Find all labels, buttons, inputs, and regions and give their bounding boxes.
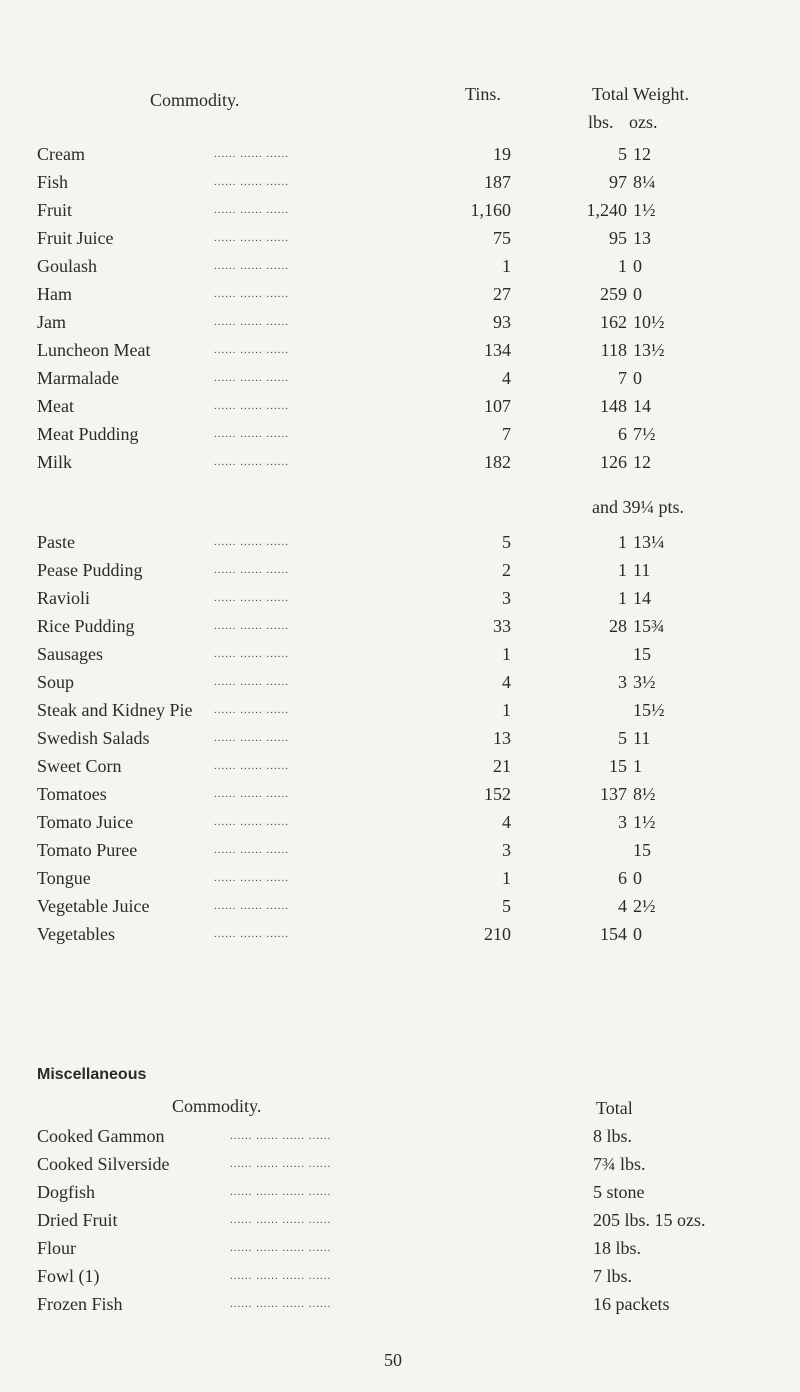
tins-value: 1,160 [470,200,511,220]
lbs-value: 162 [600,312,627,332]
commodity-name: Ravioli [37,588,90,608]
ozs-value: 0 [633,368,642,388]
lbs-value: 1 [618,256,627,276]
ozs-value: 0 [633,868,642,888]
lbs-value: 5 [618,144,627,164]
leader-dots: ...... ...... ...... [214,620,289,632]
commodity-name: Sweet Corn [37,756,122,776]
ozs-value: 2½ [633,896,656,916]
ozs-value: 15¾ [633,616,665,636]
commodity-name: Sausages [37,644,103,664]
table-row [0,424,800,454]
commodity-name: Pease Pudding [37,560,143,580]
commodity-name: Fruit [37,200,73,220]
commodity-name: Fruit Juice [37,228,114,248]
leader-dots: ...... ...... ...... ...... [230,1214,332,1226]
leader-dots: ...... ...... ...... [214,788,289,800]
misc-header-commodity: Commodity. [172,1096,262,1116]
lbs-value: 3 [618,672,627,692]
tins-value: 33 [493,616,511,636]
lbs-value: 95 [609,228,627,248]
misc-row [0,1294,800,1324]
lbs-value: 118 [600,340,627,360]
tins-value: 13 [493,728,511,748]
commodity-name: Tomato Juice [37,812,134,832]
leader-dots: ...... ...... ...... [214,676,289,688]
lbs-value: 5 [618,728,627,748]
ozs-value: 15½ [633,700,665,720]
tins-value: 3 [502,840,511,860]
lbs-value: 1 [618,532,627,552]
commodity-name: Milk [37,452,73,472]
leader-dots: ...... ...... ...... [214,648,289,660]
tins-value: 4 [502,812,511,832]
lbs-value: 1 [618,560,627,580]
ozs-value: 10½ [633,312,665,332]
leader-dots: ...... ...... ...... ...... [230,1130,332,1142]
tins-value: 107 [484,396,511,416]
tins-value: 1 [502,700,511,720]
misc-total-value: 7¾ lbs. [593,1154,646,1174]
misc-total-value: 7 lbs. [593,1266,633,1286]
commodity-name: Vegetable Juice [37,896,150,916]
leader-dots: ...... ...... ...... ...... [230,1298,332,1310]
misc-total-value: 205 lbs. 15 ozs. [593,1210,706,1230]
tins-value: 4 [502,368,511,388]
ozs-value: 1½ [633,812,656,832]
ozs-value: 1 [633,756,642,776]
tins-value: 75 [493,228,511,248]
table-row [0,616,800,646]
tins-value: 5 [502,896,511,916]
commodity-name: Ham [37,284,72,304]
commodity-name: Swedish Salads [37,728,150,748]
leader-dots: ...... ...... ...... [214,316,289,328]
ozs-value: 13 [633,228,651,248]
commodity-name: Jam [37,312,66,332]
ozs-value: 8½ [633,784,656,804]
commodity-name: Goulash [37,256,97,276]
commodity-name: Cream [37,144,85,164]
tins-value: 7 [502,424,511,444]
tins-value: 1 [502,868,511,888]
tins-value: 4 [502,672,511,692]
lbs-value: 28 [609,616,627,636]
ozs-value: 13½ [633,340,665,360]
leader-dots: ...... ...... ...... [214,428,289,440]
misc-commodity-name: Frozen Fish [37,1294,123,1314]
lbs-value: 126 [600,452,627,472]
ozs-value: 0 [633,284,642,304]
commodity-name: Soup [37,672,75,692]
leader-dots: ...... ...... ...... [214,760,289,772]
ozs-value: 11 [633,560,651,580]
misc-title: Miscellaneous [37,1066,147,1083]
leader-dots: ...... ...... ...... [214,536,289,548]
ozs-value: 8¼ [633,172,656,192]
commodity-name: Tongue [37,868,91,888]
table-row [0,840,800,870]
table-row [0,560,800,590]
lbs-value: 154 [600,924,627,944]
header-lbs: lbs. [588,112,614,132]
table-row [0,868,800,898]
page-number: 50 [384,1350,402,1370]
table-row [0,396,800,426]
tins-value: 19 [493,144,511,164]
misc-commodity-name: Fowl (1) [37,1266,100,1286]
table-row [0,896,800,926]
misc-total-value: 16 packets [593,1294,670,1314]
header-ozs: ozs. [629,112,658,132]
tins-value: 21 [493,756,511,776]
tins-value: 5 [502,532,511,552]
ozs-value: 14 [633,396,651,416]
leader-dots: ...... ...... ...... [214,872,289,884]
tins-value: 182 [484,452,511,472]
milk-note: and 39¼ pts. [592,497,684,517]
table-row [0,644,800,674]
table-row [0,812,800,842]
table-row [0,284,800,314]
table-row [0,144,800,174]
tins-value: 93 [493,312,511,332]
leader-dots: ...... ...... ...... ...... [230,1242,332,1254]
ozs-value: 12 [633,144,651,164]
table-row [0,728,800,758]
commodity-name: Meat Pudding [37,424,139,444]
table-row [0,312,800,342]
lbs-value: 1 [618,588,627,608]
leader-dots: ...... ...... ...... [214,592,289,604]
lbs-value: 6 [618,868,627,888]
lbs-value: 7 [618,368,627,388]
leader-dots: ...... ...... ...... [214,816,289,828]
leader-dots: ...... ...... ...... ...... [230,1270,332,1282]
ozs-value: 0 [633,256,642,276]
table-row [0,756,800,786]
misc-commodity-name: Cooked Silverside [37,1154,170,1174]
tins-value: 1 [502,256,511,276]
leader-dots: ...... ...... ...... [214,232,289,244]
header-tins: Tins. [465,84,501,104]
misc-commodity-name: Cooked Gammon [37,1126,165,1146]
misc-row [0,1182,800,1212]
lbs-value: 4 [618,896,627,916]
commodity-name: Vegetables [37,924,115,944]
lbs-value: 259 [600,284,627,304]
tins-value: 2 [502,560,511,580]
misc-total-value: 5 stone [593,1182,645,1202]
tins-value: 210 [484,924,511,944]
lbs-value: 6 [618,424,627,444]
leader-dots: ...... ...... ...... [214,176,289,188]
misc-row [0,1238,800,1268]
commodity-name: Tomatoes [37,784,107,804]
commodity-name: Luncheon Meat [37,340,151,360]
table-row [0,672,800,702]
leader-dots: ...... ...... ...... [214,704,289,716]
misc-total-value: 8 lbs. [593,1126,633,1146]
tins-value: 27 [493,284,511,304]
tins-value: 3 [502,588,511,608]
header-commodity: Commodity. [150,90,240,110]
leader-dots: ...... ...... ...... [214,732,289,744]
ozs-value: 0 [633,924,642,944]
table-row [0,700,800,730]
ozs-value: 12 [633,452,651,472]
misc-commodity-name: Dried Fruit [37,1210,118,1230]
misc-row [0,1266,800,1296]
ozs-value: 7½ [633,424,656,444]
leader-dots: ...... ...... ...... [214,288,289,300]
commodity-name: Steak and Kidney Pie [37,700,193,720]
table-row [0,256,800,286]
ozs-value: 11 [633,728,651,748]
leader-dots: ...... ...... ...... [214,928,289,940]
misc-total-value: 18 lbs. [593,1238,642,1258]
commodity-name: Marmalade [37,368,119,388]
misc-row [0,1126,800,1156]
table-row [0,532,800,562]
misc-row [0,1154,800,1184]
lbs-value: 15 [609,756,627,776]
table-row [0,924,800,954]
leader-dots: ...... ...... ...... ...... [230,1158,332,1170]
misc-header-total: Total [596,1098,633,1118]
misc-commodity-name: Dogfish [37,1182,95,1202]
table-row [0,452,800,482]
table-row [0,200,800,230]
lbs-value: 3 [618,812,627,832]
ozs-value: 1½ [633,200,656,220]
table-row [0,784,800,814]
table-row [0,172,800,202]
commodity-name: Paste [37,532,75,552]
lbs-value: 1,240 [586,200,627,220]
table-row [0,228,800,258]
tins-value: 152 [484,784,511,804]
leader-dots: ...... ...... ...... [214,260,289,272]
table-row [0,588,800,618]
leader-dots: ...... ...... ...... [214,148,289,160]
misc-commodity-name: Flour [37,1238,77,1258]
ozs-value: 14 [633,588,651,608]
ozs-value: 15 [633,840,651,860]
header-total-weight: Total Weight. [592,84,689,104]
leader-dots: ...... ...... ...... [214,344,289,356]
leader-dots: ...... ...... ...... [214,456,289,468]
tins-value: 187 [484,172,511,192]
tins-value: 1 [502,644,511,664]
tins-value: 134 [484,340,511,360]
commodity-name: Meat [37,396,74,416]
leader-dots: ...... ...... ...... [214,372,289,384]
lbs-value: 148 [600,396,627,416]
ozs-value: 13¼ [633,532,665,552]
commodity-name: Tomato Puree [37,840,138,860]
lbs-value: 97 [609,172,627,192]
leader-dots: ...... ...... ...... [214,844,289,856]
leader-dots: ...... ...... ...... [214,400,289,412]
table-row [0,368,800,398]
ozs-value: 3½ [633,672,656,692]
leader-dots: ...... ...... ...... [214,900,289,912]
ozs-value: 15 [633,644,651,664]
commodity-name: Fish [37,172,69,192]
commodity-name: Rice Pudding [37,616,135,636]
lbs-value: 137 [600,784,627,804]
table-row [0,340,800,370]
misc-row [0,1210,800,1240]
leader-dots: ...... ...... ...... [214,204,289,216]
leader-dots: ...... ...... ...... [214,564,289,576]
leader-dots: ...... ...... ...... ...... [230,1186,332,1198]
